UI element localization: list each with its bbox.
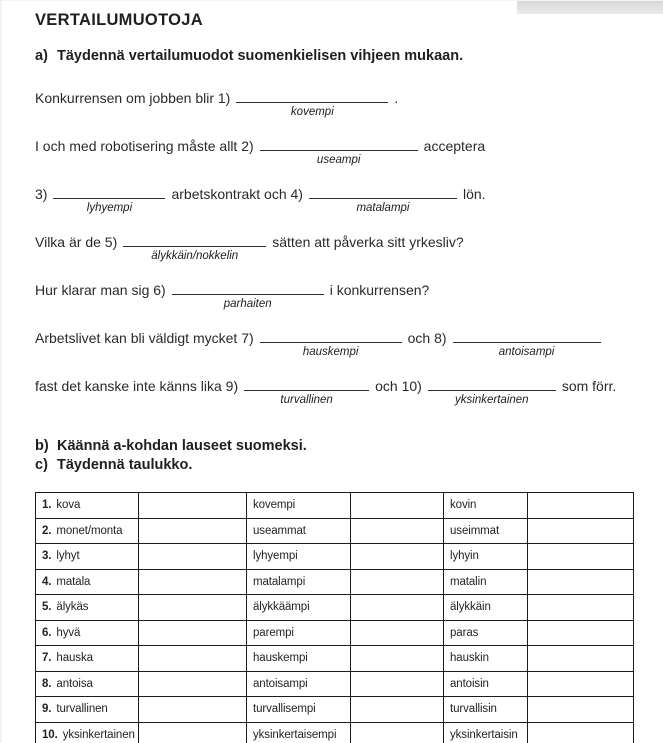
row-number: 6. — [42, 626, 52, 639]
cell-blank — [528, 671, 634, 697]
hint-label: turvallinen — [280, 394, 333, 406]
cell-blank — [139, 722, 247, 743]
sentence-text: I och med robotisering måste allt 2) — [35, 138, 254, 154]
cell-blank — [351, 493, 444, 519]
table-row — [36, 697, 634, 723]
cell-superlative: turvallisin — [444, 697, 528, 723]
base-word-text: hauska — [56, 652, 93, 665]
cell-base-word — [36, 569, 139, 595]
sentence-row — [35, 280, 643, 310]
row-number: 8. — [42, 677, 52, 690]
task-b-label: b) — [35, 438, 49, 454]
sentence-text: Arbetslivet kan bli väldigt mycket 7) — [35, 330, 254, 346]
row-number: 3. — [42, 550, 52, 563]
cell-blank — [351, 569, 444, 595]
cell-base-word — [36, 518, 139, 544]
base-word-text: älykäs — [56, 601, 89, 614]
sentence-row — [35, 136, 643, 166]
cell-superlative: hauskin — [444, 646, 528, 672]
answer-blank — [428, 376, 556, 406]
cell-superlative: matalin — [444, 569, 528, 595]
cell-blank — [528, 620, 634, 646]
sentence-row — [35, 232, 643, 262]
sentence-text: acceptera — [423, 138, 486, 154]
cell-blank — [351, 722, 444, 743]
cell-base-word — [36, 722, 139, 743]
cell-superlative: yksinkertaisin — [444, 722, 528, 743]
answer-blank — [260, 328, 402, 358]
sentence-text: 3) — [35, 186, 48, 202]
cell-superlative: antoisin — [444, 671, 528, 697]
hint-label: parhaiten — [223, 298, 272, 310]
cell-blank — [139, 518, 247, 544]
cell-blank — [139, 569, 247, 595]
cell-blank — [528, 595, 634, 621]
answer-blank — [453, 328, 601, 358]
task-a-label: a) — [35, 48, 48, 64]
sentence-text: Hur klarar man sig 6) — [35, 282, 166, 298]
task-c-label: c) — [35, 457, 48, 473]
cell-blank — [139, 595, 247, 621]
hint-label: antoisampi — [498, 346, 555, 358]
tasks-b-c — [35, 437, 643, 475]
row-number: 1. — [42, 499, 52, 512]
row-number: 2. — [42, 524, 52, 537]
task-c-heading — [35, 456, 643, 475]
base-word-text: lyhyt — [56, 550, 80, 563]
cell-blank — [351, 518, 444, 544]
task-a-heading — [35, 47, 643, 66]
page-title: VERTAILUMUOTOJA — [35, 11, 203, 29]
cell-comparative: parempi — [247, 620, 351, 646]
base-word-text: yksinkertainen — [62, 728, 135, 741]
cell-comparative: useammat — [247, 518, 351, 544]
cell-comparative: turvallisempi — [247, 697, 351, 723]
cell-blank — [351, 646, 444, 672]
answer-blank — [123, 232, 266, 262]
cell-superlative: älykkäin — [444, 595, 528, 621]
sentence-row — [35, 376, 643, 406]
cell-superlative: useimmat — [444, 518, 528, 544]
cell-superlative: paras — [444, 620, 528, 646]
cell-base-word — [36, 620, 139, 646]
answer-blank — [53, 184, 165, 214]
cell-base-word — [36, 646, 139, 672]
sentence-text: i konkurrensen? — [329, 282, 430, 298]
base-word-text: matala — [56, 575, 91, 588]
cell-blank — [528, 722, 634, 743]
cell-comparative: kovempi — [247, 493, 351, 519]
hint-label: kovempi — [290, 106, 334, 118]
cell-comparative: matalampi — [247, 569, 351, 595]
scan-corner-bar — [517, 1, 663, 14]
cell-blank — [528, 569, 634, 595]
sentence-text: sätten att påverka sitt yrkesliv? — [272, 234, 464, 250]
task-a-text: Täydennä vertailumuodot suomenkielisen vihjeen mukaan. — [57, 48, 464, 64]
base-word-text: antoisa — [56, 677, 93, 690]
table-row — [36, 671, 634, 697]
sentence-text: fast det kanske inte känns lika 9) — [35, 378, 239, 394]
hint-label: matalampi — [356, 202, 410, 214]
cell-superlative: kovin — [444, 493, 528, 519]
base-word-text: hyvä — [56, 626, 81, 639]
cell-blank — [528, 544, 634, 570]
cell-blank — [139, 620, 247, 646]
sentence-row — [35, 88, 643, 118]
sentence-text: och 8) — [407, 330, 447, 346]
table-row — [36, 646, 634, 672]
cell-superlative: lyhyin — [444, 544, 528, 570]
cell-blank — [139, 646, 247, 672]
cell-blank — [351, 544, 444, 570]
hint-label: lyhyempi — [86, 202, 133, 214]
task-b-text: Käännä a-kohdan lauseet suomeksi. — [57, 438, 307, 454]
cell-base-word — [36, 493, 139, 519]
cell-blank — [139, 493, 247, 519]
comparison-table — [35, 492, 634, 743]
table-row — [36, 620, 634, 646]
cell-comparative: lyhyempi — [247, 544, 351, 570]
row-number: 5. — [42, 601, 52, 614]
sentence-text: lön. — [462, 186, 486, 202]
cell-blank — [528, 697, 634, 723]
sentence-text: Konkurrensen om jobben blir 1) — [35, 90, 231, 106]
hint-label: useampi — [316, 154, 361, 166]
cell-base-word — [36, 544, 139, 570]
answer-blank — [260, 136, 418, 166]
task-b-heading — [35, 437, 643, 456]
cell-blank — [528, 493, 634, 519]
answer-blank — [236, 88, 388, 118]
sentence-text: . — [394, 90, 399, 106]
answer-blank — [309, 184, 457, 214]
row-number: 10. — [42, 728, 58, 741]
cell-blank — [139, 697, 247, 723]
table-body — [36, 493, 634, 743]
cell-blank — [139, 671, 247, 697]
cell-base-word — [36, 595, 139, 621]
cell-blank — [351, 620, 444, 646]
sentence-row — [35, 184, 643, 214]
hint-label: älykkäin/nokkelin — [151, 250, 239, 262]
cell-comparative: hauskempi — [247, 646, 351, 672]
answer-blank — [172, 280, 324, 310]
sentence-text: arbetskontrakt och 4) — [171, 186, 303, 202]
sentence-row — [35, 328, 643, 358]
cell-blank — [351, 595, 444, 621]
table-row — [36, 595, 634, 621]
cell-base-word — [36, 697, 139, 723]
base-word-text: monet/monta — [56, 524, 123, 537]
row-number: 4. — [42, 575, 52, 588]
answer-blank — [244, 376, 369, 406]
table-row — [36, 722, 634, 743]
row-number: 9. — [42, 703, 52, 716]
table-row — [36, 493, 634, 519]
cell-base-word — [36, 671, 139, 697]
row-number: 7. — [42, 652, 52, 665]
base-word-text: turvallinen — [56, 703, 108, 716]
sentence-text: och 10) — [375, 378, 422, 394]
table-row — [36, 518, 634, 544]
cell-blank — [351, 671, 444, 697]
cell-comparative: antoisampi — [247, 671, 351, 697]
cell-comparative: älykkäämpi — [247, 595, 351, 621]
cell-blank — [139, 544, 247, 570]
table-row — [36, 569, 634, 595]
page-content — [2, 1, 663, 743]
sentences — [35, 88, 643, 406]
task-c-text: Täydennä taulukko. — [57, 457, 193, 473]
cell-blank — [528, 646, 634, 672]
hint-label: yksinkertainen — [455, 394, 529, 406]
cell-blank — [351, 697, 444, 723]
sentence-text: som förr. — [561, 378, 617, 394]
hint-label: hauskempi — [302, 346, 359, 358]
base-word-text: kova — [56, 499, 81, 512]
cell-comparative: yksinkertaisempi — [247, 722, 351, 743]
cell-blank — [528, 518, 634, 544]
table-row — [36, 544, 634, 570]
sentence-text: Vilka är de 5) — [35, 234, 118, 250]
